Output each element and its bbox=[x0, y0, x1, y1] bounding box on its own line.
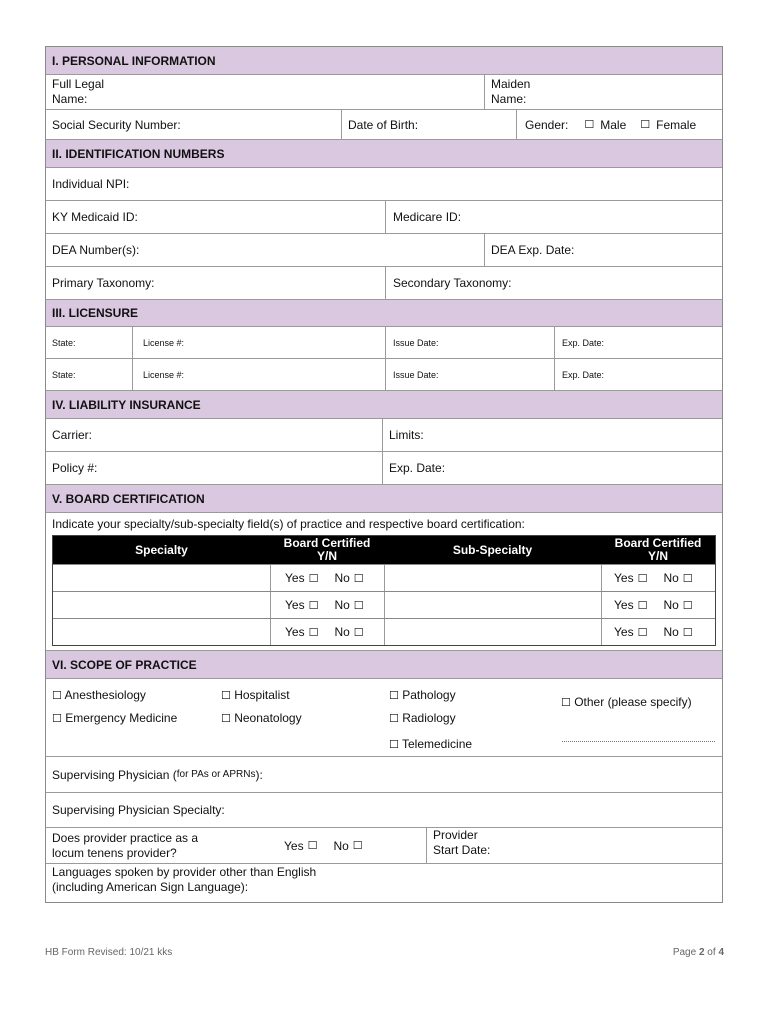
locum-label: Does provider practice as a bbox=[52, 831, 199, 845]
neonatology-label: Neonatology bbox=[234, 711, 302, 725]
no-checkbox[interactable]: ☐ bbox=[682, 625, 693, 639]
board-certified-yn bbox=[270, 565, 384, 591]
ssn-field[interactable] bbox=[46, 110, 341, 139]
secondary-taxonomy-field[interactable] bbox=[385, 267, 722, 299]
yes-label: Yes bbox=[614, 571, 634, 585]
section-header-scope: VI. SCOPE OF PRACTICE bbox=[46, 651, 722, 679]
sub-board-certified-yn bbox=[601, 565, 715, 591]
yes-checkbox[interactable]: ☐ bbox=[308, 598, 319, 612]
board-certified-yn bbox=[270, 592, 384, 618]
license-row bbox=[46, 327, 722, 359]
form-revision: HB Form Revised: 10/21 kks bbox=[45, 947, 173, 958]
no-label: No bbox=[663, 571, 679, 585]
license-exp-date-field[interactable] bbox=[554, 327, 722, 358]
license-issue-date-field[interactable] bbox=[385, 327, 554, 358]
specialty-input[interactable] bbox=[53, 619, 270, 645]
license-state-label: State: bbox=[52, 369, 76, 380]
license-state-label: State: bbox=[52, 337, 76, 348]
policy-exp-label: Exp. Date: bbox=[389, 461, 446, 475]
option-emergency-medicine[interactable] bbox=[52, 711, 177, 725]
board-instruction: Indicate your specialty/sub-specialty field(s) of practice and respective board certification: bbox=[52, 517, 525, 531]
supervising-physician-label-end: ): bbox=[255, 767, 263, 782]
other-checkbox[interactable]: ☐ bbox=[561, 696, 571, 709]
full-legal-name-label: Full Legal bbox=[52, 77, 105, 91]
locum-yes-checkbox[interactable]: ☐ bbox=[307, 839, 318, 852]
section-header-board: V. BOARD CERTIFICATION bbox=[46, 485, 722, 513]
supervising-physician-label: Supervising Physician ( bbox=[52, 767, 177, 782]
pathology-checkbox[interactable]: ☐ bbox=[389, 689, 399, 702]
languages-row bbox=[46, 864, 722, 902]
male-label: Male bbox=[600, 117, 627, 132]
col-board-certified-label: Board Certified bbox=[283, 536, 371, 550]
section-header-identification: II. IDENTIFICATION NUMBERS bbox=[46, 140, 722, 168]
specialty-input[interactable] bbox=[53, 565, 270, 591]
pathology-label: Pathology bbox=[402, 688, 456, 702]
policy-label: Policy #: bbox=[52, 461, 98, 475]
board-table-header bbox=[53, 536, 715, 564]
license-row bbox=[46, 359, 722, 391]
policy-field[interactable] bbox=[46, 452, 382, 484]
supervising-specialty-label: Supervising Physician Specialty: bbox=[52, 803, 225, 817]
dea-exp-field[interactable] bbox=[484, 234, 722, 266]
anesthesiology-checkbox[interactable]: ☐ bbox=[52, 689, 62, 702]
dea-number-label: DEA Number(s): bbox=[52, 243, 140, 257]
page-prefix: Page bbox=[672, 947, 699, 958]
yes-label: Yes bbox=[614, 598, 634, 612]
license-issue-label: Issue Date: bbox=[393, 337, 439, 348]
npi-field[interactable] bbox=[46, 168, 722, 200]
col-board-yn-label: Y/N bbox=[316, 549, 337, 563]
emergency-medicine-label: Emergency Medicine bbox=[65, 711, 178, 725]
subspecialty-input[interactable] bbox=[384, 619, 601, 645]
license-state-field[interactable] bbox=[46, 327, 132, 358]
primary-taxonomy-label: Primary Taxonomy: bbox=[52, 276, 155, 290]
maiden-name-label-2: Name: bbox=[491, 92, 527, 106]
ssn-row bbox=[46, 110, 722, 140]
table-row bbox=[53, 564, 715, 591]
taxonomy-row bbox=[46, 267, 722, 300]
provider-start-label: Provider bbox=[433, 828, 478, 842]
license-number-field[interactable] bbox=[132, 327, 385, 358]
section-header-personal: I. PERSONAL INFORMATION bbox=[46, 47, 722, 75]
medicaid-row bbox=[46, 201, 722, 234]
section-header-licensure: III. LICENSURE bbox=[46, 300, 722, 327]
locum-row bbox=[46, 828, 722, 864]
no-label: No bbox=[663, 598, 679, 612]
telemedicine-checkbox[interactable]: ☐ bbox=[389, 738, 399, 751]
full-legal-name-label-2: Name: bbox=[52, 92, 88, 106]
female-label: Female bbox=[656, 117, 697, 132]
col-specialty: Specialty bbox=[135, 543, 188, 557]
dob-field[interactable] bbox=[341, 110, 516, 139]
carrier-row bbox=[46, 419, 722, 452]
name-row bbox=[46, 75, 722, 110]
col-subspecialty: Sub-Specialty bbox=[452, 543, 533, 557]
page-number bbox=[673, 947, 724, 958]
ky-medicaid-label: KY Medicaid ID: bbox=[52, 210, 138, 224]
policy-row bbox=[46, 452, 722, 485]
option-radiology[interactable] bbox=[389, 711, 456, 725]
license-state-field[interactable] bbox=[46, 359, 132, 390]
maiden-name-label: Maiden bbox=[491, 77, 531, 91]
option-anesthesiology[interactable] bbox=[52, 688, 146, 702]
carrier-field[interactable] bbox=[46, 419, 382, 451]
languages-label: Languages spoken by provider other than English bbox=[52, 865, 317, 879]
subspecialty-input[interactable] bbox=[384, 592, 601, 618]
locum-no-checkbox[interactable]: ☐ bbox=[352, 839, 363, 852]
yes-checkbox[interactable]: ☐ bbox=[637, 625, 648, 639]
other-label: Other (please specify) bbox=[574, 695, 692, 709]
license-number-label: License #: bbox=[143, 369, 185, 380]
provider-form bbox=[45, 46, 723, 903]
no-checkbox[interactable]: ☐ bbox=[353, 598, 364, 612]
locum-yn bbox=[278, 828, 426, 863]
col-sub-yn-label: Y/N bbox=[647, 549, 668, 563]
no-label: No bbox=[663, 625, 679, 639]
gender-field bbox=[516, 110, 722, 139]
table-row bbox=[53, 618, 715, 645]
board-certified-yn bbox=[270, 619, 384, 645]
supervising-specialty-field[interactable] bbox=[46, 793, 722, 827]
table-row bbox=[53, 591, 715, 618]
yes-label: Yes bbox=[285, 571, 305, 585]
yes-checkbox[interactable]: ☐ bbox=[308, 625, 319, 639]
option-other[interactable] bbox=[561, 695, 692, 709]
specialty-input[interactable] bbox=[53, 592, 270, 618]
languages-label-2: (including American Sign Language): bbox=[52, 880, 249, 894]
languages-field[interactable] bbox=[46, 864, 722, 902]
no-checkbox[interactable]: ☐ bbox=[353, 625, 364, 639]
sub-board-certified-yn bbox=[601, 619, 715, 645]
limits-label: Limits: bbox=[389, 428, 424, 442]
col-board-certified bbox=[270, 536, 384, 564]
section-header-liability: IV. LIABILITY INSURANCE bbox=[46, 391, 722, 419]
radiology-checkbox[interactable]: ☐ bbox=[389, 712, 399, 725]
anesthesiology-label: Anesthesiology bbox=[64, 688, 146, 702]
provider-start-label-2: Start Date: bbox=[433, 843, 491, 857]
board-certification-block bbox=[46, 513, 722, 651]
no-checkbox[interactable]: ☐ bbox=[353, 571, 364, 585]
locum-label-2: locum tenens provider? bbox=[52, 846, 177, 860]
limits-field[interactable] bbox=[382, 419, 722, 451]
supervising-physician-field[interactable] bbox=[46, 757, 722, 792]
page-of: of bbox=[704, 947, 719, 958]
license-issue-date-field[interactable] bbox=[385, 359, 554, 390]
option-neonatology[interactable] bbox=[221, 711, 302, 725]
provider-start-date-field[interactable] bbox=[426, 828, 722, 863]
dea-row bbox=[46, 234, 722, 267]
radiology-label: Radiology bbox=[402, 711, 456, 725]
license-number-field[interactable] bbox=[132, 359, 385, 390]
neonatology-checkbox[interactable]: ☐ bbox=[221, 712, 231, 725]
npi-label: Individual NPI: bbox=[52, 177, 130, 191]
license-issue-label: Issue Date: bbox=[393, 369, 439, 380]
male-checkbox[interactable]: ☐ bbox=[584, 118, 595, 131]
yes-checkbox[interactable]: ☐ bbox=[308, 571, 319, 585]
board-certification-table bbox=[52, 535, 716, 646]
option-telemedicine[interactable] bbox=[389, 737, 472, 751]
option-hospitalist[interactable] bbox=[221, 688, 290, 702]
supervising-specialty-row bbox=[46, 793, 722, 828]
female-checkbox[interactable]: ☐ bbox=[640, 118, 651, 131]
license-number-label: License #: bbox=[143, 337, 185, 348]
sub-board-certified-yn bbox=[601, 592, 715, 618]
primary-taxonomy-field[interactable] bbox=[46, 267, 385, 299]
yes-checkbox[interactable]: ☐ bbox=[637, 571, 648, 585]
supervising-row bbox=[46, 757, 722, 793]
no-label: No bbox=[334, 598, 350, 612]
yes-label: Yes bbox=[614, 625, 634, 639]
subspecialty-input[interactable] bbox=[384, 565, 601, 591]
no-checkbox[interactable]: ☐ bbox=[682, 598, 693, 612]
ssn-label: Social Security Number: bbox=[52, 117, 181, 132]
col-sub-board-label: Board Certified bbox=[614, 536, 702, 550]
carrier-label: Carrier: bbox=[52, 428, 93, 442]
license-exp-date-field[interactable] bbox=[554, 359, 722, 390]
emergency-medicine-checkbox[interactable]: ☐ bbox=[52, 712, 62, 725]
yes-label: Yes bbox=[284, 838, 304, 853]
supervising-physician-note: for PAs or APRNs bbox=[176, 769, 256, 780]
hospitalist-label: Hospitalist bbox=[234, 688, 290, 702]
dea-number-field[interactable] bbox=[46, 234, 484, 266]
medicare-field[interactable] bbox=[385, 201, 722, 233]
medicare-label: Medicare ID: bbox=[393, 210, 462, 224]
option-pathology[interactable] bbox=[389, 688, 456, 702]
yes-label: Yes bbox=[285, 625, 305, 639]
license-exp-label: Exp. Date: bbox=[562, 369, 605, 380]
ky-medicaid-field[interactable] bbox=[46, 201, 385, 233]
full-legal-name-field[interactable] bbox=[46, 75, 484, 109]
other-specify-line[interactable] bbox=[562, 741, 715, 742]
dea-exp-label: DEA Exp. Date: bbox=[491, 243, 575, 257]
maiden-name-field[interactable] bbox=[484, 75, 722, 109]
yes-checkbox[interactable]: ☐ bbox=[637, 598, 648, 612]
policy-exp-field[interactable] bbox=[382, 452, 722, 484]
no-checkbox[interactable]: ☐ bbox=[682, 571, 693, 585]
hospitalist-checkbox[interactable]: ☐ bbox=[221, 689, 231, 702]
page-current: 2 bbox=[698, 947, 705, 958]
scope-options bbox=[46, 679, 722, 757]
dob-label: Date of Birth: bbox=[348, 117, 419, 132]
locum-question bbox=[46, 828, 271, 863]
no-label: No bbox=[333, 838, 349, 853]
no-label: No bbox=[334, 625, 350, 639]
license-exp-label: Exp. Date: bbox=[562, 337, 605, 348]
page-total: 4 bbox=[718, 947, 724, 958]
telemedicine-label: Telemedicine bbox=[402, 737, 473, 751]
col-sub-board-certified bbox=[601, 536, 715, 564]
secondary-taxonomy-label: Secondary Taxonomy: bbox=[393, 276, 512, 290]
no-label: No bbox=[334, 571, 350, 585]
npi-row bbox=[46, 168, 722, 201]
gender-label: Gender: bbox=[525, 117, 569, 132]
yes-label: Yes bbox=[285, 598, 305, 612]
